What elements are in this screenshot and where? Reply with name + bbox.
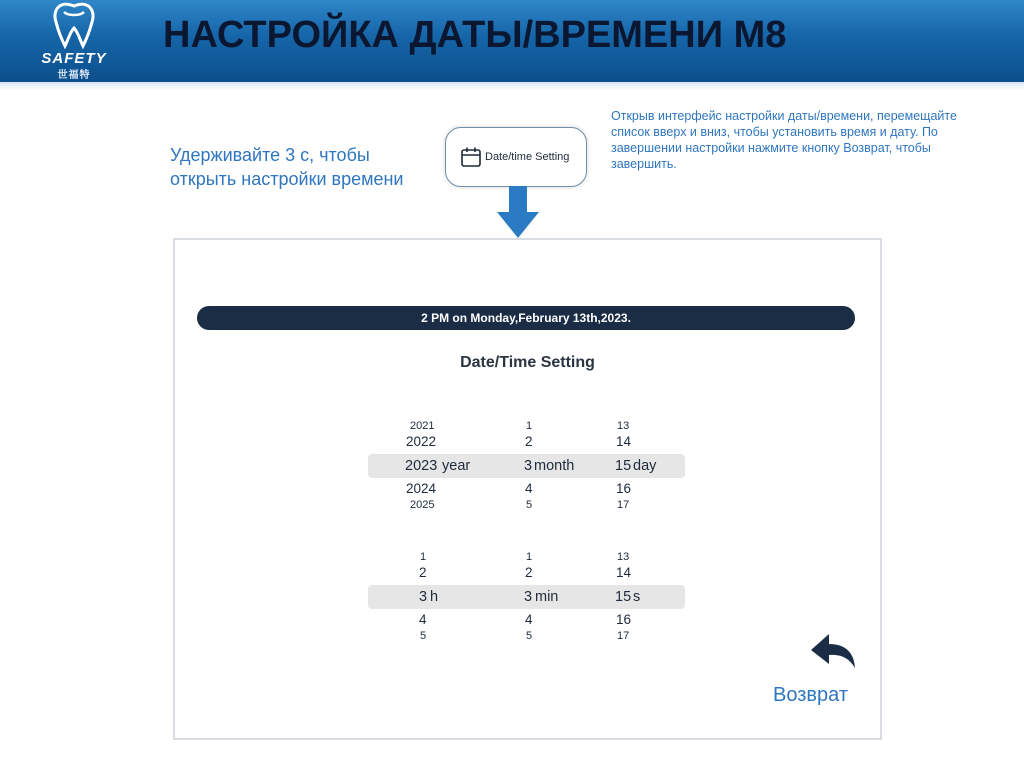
year-option[interactable]: 2022: [406, 434, 437, 449]
back-arrow-icon[interactable]: [809, 632, 857, 670]
second-option[interactable]: 17: [617, 630, 630, 642]
hour-selected[interactable]: 3: [419, 589, 428, 605]
year-option[interactable]: 2025: [410, 499, 435, 511]
setting-title: Date/Time Setting: [460, 354, 595, 371]
page-title: НАСТРОЙКА ДАТЫ/ВРЕМЕНИ M8: [163, 14, 787, 56]
hour-option[interactable]: 1: [420, 551, 427, 563]
hour-unit: h: [430, 589, 439, 605]
year-unit: year: [442, 458, 471, 474]
day-unit: day: [633, 458, 657, 474]
year-selected[interactable]: 2023: [405, 458, 438, 474]
minute-option[interactable]: 2: [525, 565, 533, 580]
minute-option[interactable]: 1: [526, 551, 533, 563]
second-unit: s: [633, 589, 641, 605]
month-unit: month: [534, 458, 575, 474]
logo-subtext: 世福特: [57, 70, 91, 81]
month-option[interactable]: 2: [525, 434, 533, 449]
year-option[interactable]: 2021: [410, 420, 435, 432]
day-option[interactable]: 13: [617, 420, 630, 432]
header-bar: [0, 0, 1024, 82]
hour-option[interactable]: 4: [419, 612, 427, 627]
arrow-down-icon: [495, 186, 541, 240]
month-selected[interactable]: 3: [524, 458, 533, 474]
day-option[interactable]: 14: [616, 434, 632, 449]
hour-option[interactable]: 2: [419, 565, 427, 580]
tooth-logo-icon: [46, 2, 102, 50]
back-button-label[interactable]: Возврат: [773, 684, 848, 706]
second-option[interactable]: 13: [617, 551, 630, 563]
day-option[interactable]: 16: [616, 481, 632, 496]
year-option[interactable]: 2024: [406, 481, 437, 496]
month-option[interactable]: 1: [526, 420, 533, 432]
minute-selected[interactable]: 3: [524, 589, 533, 605]
day-option[interactable]: 17: [617, 499, 630, 511]
device-screen: [173, 238, 882, 740]
second-option[interactable]: 14: [616, 565, 632, 580]
logo-text: SAFETY: [41, 50, 107, 67]
datetime-setting-button[interactable]: [445, 127, 587, 187]
minute-unit: min: [535, 589, 559, 605]
second-selected[interactable]: 15: [615, 589, 632, 605]
hour-option[interactable]: 5: [420, 630, 427, 642]
setting-instructions: Открыв интерфейс настройки даты/времени, перемещайте список вверх и вниз, чтобы установить время и дату. По завершении настройки нажмите кнопку Возврат, чтобы завершить.: [611, 109, 957, 171]
header-divider: [0, 82, 1024, 90]
current-datetime-banner: 2 PM on Monday,February 13th,2023.: [197, 306, 855, 330]
hold-instruction: Удерживайте 3 с, чтобы открыть настройки времени: [170, 145, 404, 189]
month-option[interactable]: 4: [525, 481, 533, 496]
minute-option[interactable]: 5: [526, 630, 533, 642]
minute-option[interactable]: 4: [525, 612, 533, 627]
second-option[interactable]: 16: [616, 612, 632, 627]
safety-logo: [34, 2, 114, 80]
day-selected[interactable]: 15: [615, 458, 632, 474]
calendar-icon: [460, 146, 482, 173]
datetime-setting-label: Date/time Setting: [485, 151, 570, 163]
month-option[interactable]: 5: [526, 499, 533, 511]
